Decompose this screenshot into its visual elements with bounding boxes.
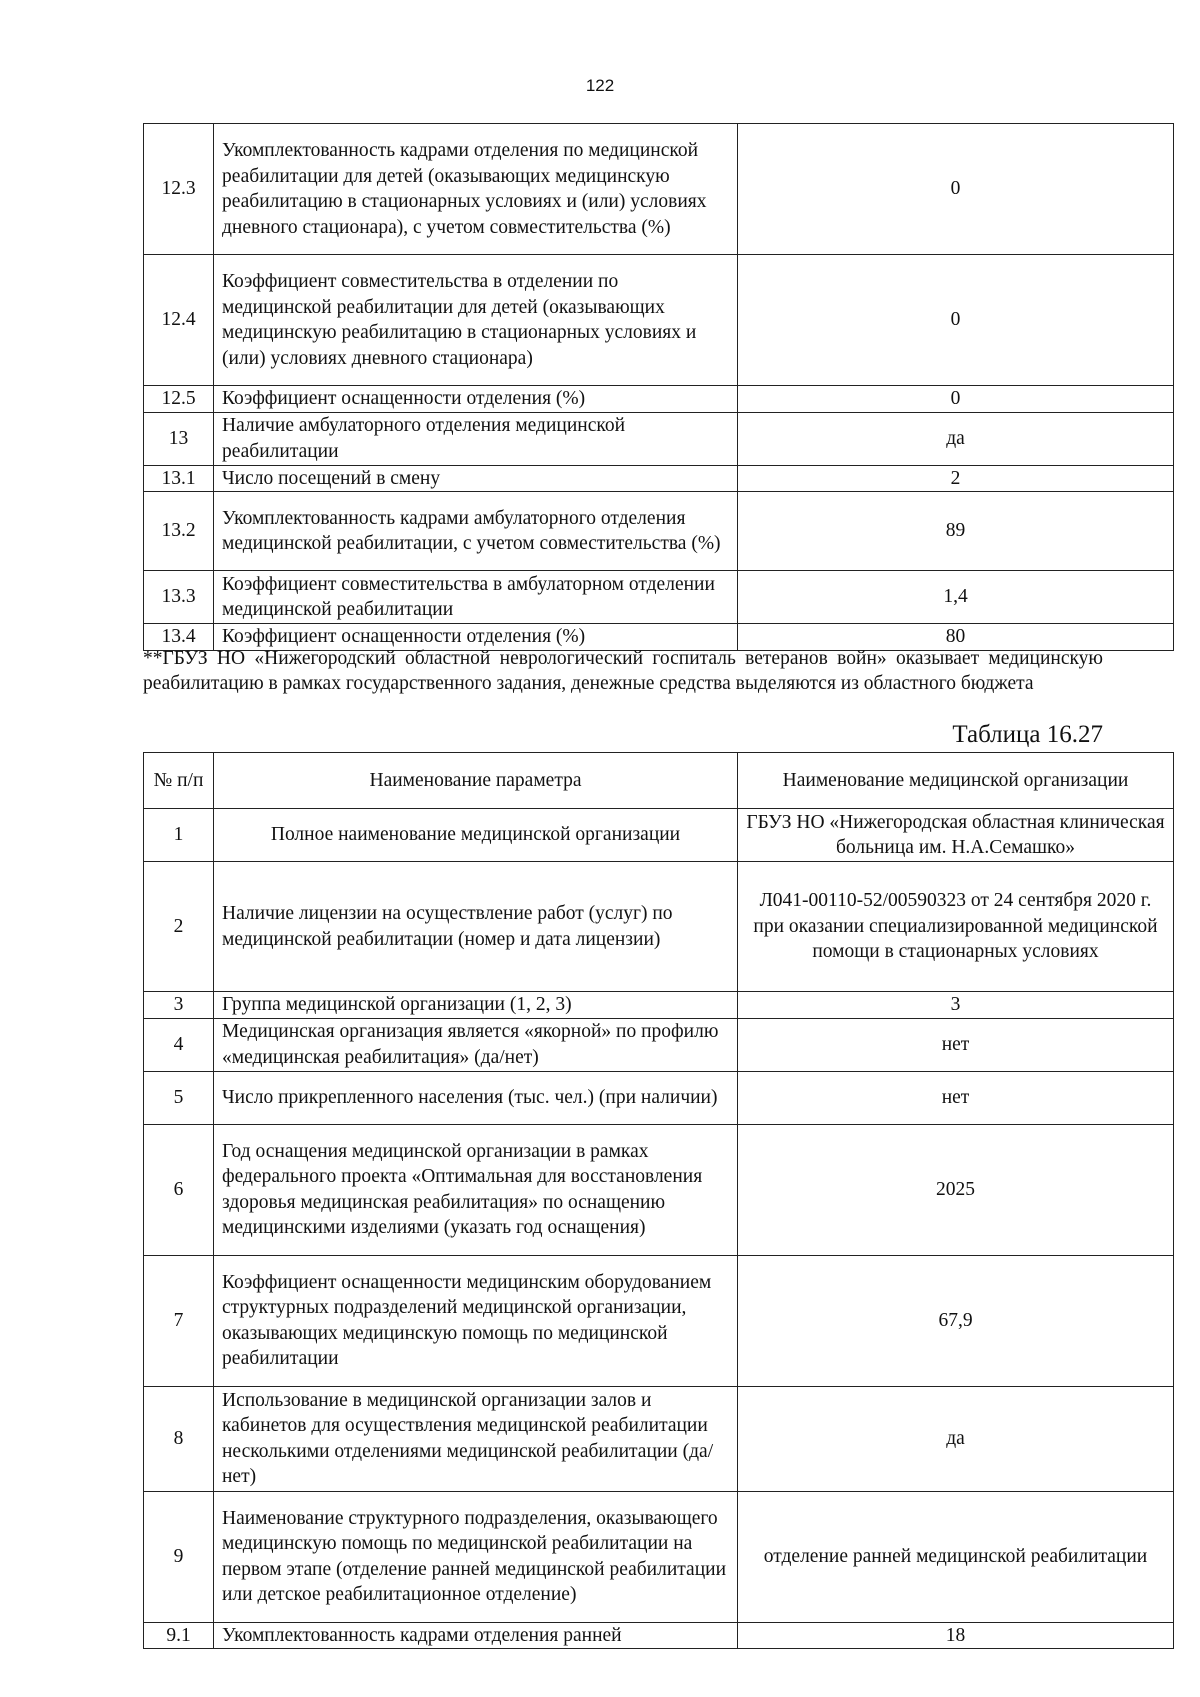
row-number: 1 bbox=[144, 809, 214, 862]
row-number: 2 bbox=[144, 862, 214, 992]
table-row bbox=[144, 862, 1174, 992]
table-header-row bbox=[144, 753, 1174, 809]
table-row bbox=[144, 255, 1174, 386]
row-number: 9.1 bbox=[144, 1622, 214, 1649]
parameter-value: 18 bbox=[738, 1622, 1174, 1649]
table-row bbox=[144, 124, 1174, 255]
parameter-value: нет bbox=[738, 1018, 1174, 1071]
table-row bbox=[144, 1386, 1174, 1491]
row-number: 7 bbox=[144, 1255, 214, 1386]
parameter-value: 67,9 bbox=[738, 1255, 1174, 1386]
parameter-name: Полное наименование медицинской организации bbox=[214, 809, 738, 862]
parameter-value: да bbox=[738, 412, 1174, 465]
table-row bbox=[144, 1491, 1174, 1622]
parameter-value: Л041-00110-52/00590323 от 24 сентября 2020 г. при оказании специализированной медицинской помощи в стационарных условиях bbox=[738, 862, 1174, 992]
parameter-name: Число посещений в смену bbox=[214, 465, 738, 492]
parameter-name: Коэффициент оснащенности отделения (%) bbox=[214, 386, 738, 413]
parameter-name: Наличие лицензии на осуществление работ (услуг) по медицинской реабилитации (номер и дата лицензии) bbox=[214, 862, 738, 992]
parameter-name: Коэффициент совместительства в отделении по медицинской реабилитации для детей (оказывающих медицинскую реабилитацию в стационарных условиях и (или) условиях дневного стационара) bbox=[214, 255, 738, 386]
row-number: 9 bbox=[144, 1491, 214, 1622]
parameter-name: Группа медицинской организации (1, 2, 3) bbox=[214, 992, 738, 1019]
header-organization: Наименование медицинской организации bbox=[738, 753, 1174, 809]
parameter-name: Коэффициент оснащенности медицинским оборудованием структурных подразделений медицинской организации, оказывающих медицинскую помощь по медицинской реабилитации bbox=[214, 1255, 738, 1386]
table-row bbox=[144, 386, 1174, 413]
parameter-value: 0 bbox=[738, 255, 1174, 386]
table-row bbox=[144, 1124, 1174, 1255]
parameter-value: ГБУЗ НО «Нижегородская областная клиническая больница им. Н.А.Семашко» bbox=[738, 809, 1174, 862]
row-number: 12.3 bbox=[144, 124, 214, 255]
parameter-name: Наименование структурного подразделения, оказывающего медицинскую помощь по медицинской реабилитации на первом этапе (отделение ранней медицинской реабилитации или детское реабилитационное отделение) bbox=[214, 1491, 738, 1622]
header-number: № п/п bbox=[144, 753, 214, 809]
parameter-name: Коэффициент совместительства в амбулаторном отделении медицинской реабилитации bbox=[214, 571, 738, 624]
row-number: 5 bbox=[144, 1071, 214, 1124]
row-number: 13.1 bbox=[144, 465, 214, 492]
row-number: 6 bbox=[144, 1124, 214, 1255]
parameter-table-16-27 bbox=[143, 752, 1174, 1649]
row-number: 13.4 bbox=[144, 624, 214, 651]
table-row bbox=[144, 571, 1174, 624]
table-row bbox=[144, 465, 1174, 492]
footnote: **ГБУЗ НО «Нижегородский областной неврологический госпиталь ветеранов войн» оказывает медицинскую реабилитацию в рамках государственного задания, денежные средства выделяются из областного бюджета bbox=[143, 648, 1103, 694]
table-row bbox=[144, 492, 1174, 571]
parameter-name: Число прикрепленного населения (тыс. чел.) (при наличии) bbox=[214, 1071, 738, 1124]
table-row bbox=[144, 412, 1174, 465]
table-row bbox=[144, 1018, 1174, 1071]
parameter-name: Использование в медицинской организации залов и кабинетов для осуществления медицинской реабилитации несколькими отделениями медицинской реабилитации (да/нет) bbox=[214, 1386, 738, 1491]
table-row bbox=[144, 992, 1174, 1019]
parameter-value: отделение ранней медицинской реабилитации bbox=[738, 1491, 1174, 1622]
table-row bbox=[144, 1071, 1174, 1124]
parameter-name: Наличие амбулаторного отделения медицинской реабилитации bbox=[214, 412, 738, 465]
table-row bbox=[144, 1622, 1174, 1649]
parameter-value: 1,4 bbox=[738, 571, 1174, 624]
row-number: 13 bbox=[144, 412, 214, 465]
parameter-name: Укомплектованность кадрами отделения ранней bbox=[214, 1622, 738, 1649]
table-row bbox=[144, 1255, 1174, 1386]
parameter-value: 0 bbox=[738, 124, 1174, 255]
parameter-name: Год оснащения медицинской организации в рамках федерального проекта «Оптимальная для восстановления здоровья медицинская реабилитация» по оснащению медицинскими изделиями (указать год оснащения) bbox=[214, 1124, 738, 1255]
continued-parameter-table bbox=[143, 123, 1174, 651]
parameter-value: 80 bbox=[738, 624, 1174, 651]
table-row bbox=[144, 809, 1174, 862]
row-number: 13.3 bbox=[144, 571, 214, 624]
header-parameter: Наименование параметра bbox=[214, 753, 738, 809]
row-number: 4 bbox=[144, 1018, 214, 1071]
parameter-value: нет bbox=[738, 1071, 1174, 1124]
row-number: 8 bbox=[144, 1386, 214, 1491]
parameter-value: да bbox=[738, 1386, 1174, 1491]
row-number: 3 bbox=[144, 992, 214, 1019]
parameter-name: Медицинская организация является «якорной» по профилю «медицинская реабилитация» (да/нет) bbox=[214, 1018, 738, 1071]
parameter-value: 89 bbox=[738, 492, 1174, 571]
parameter-name: Укомплектованность кадрами амбулаторного отделения медицинской реабилитации, с учетом совместительства (%) bbox=[214, 492, 738, 571]
page-number: 122 bbox=[585, 76, 615, 95]
parameter-value: 2025 bbox=[738, 1124, 1174, 1255]
parameter-value: 3 bbox=[738, 992, 1174, 1019]
row-number: 12.4 bbox=[144, 255, 214, 386]
parameter-value: 0 bbox=[738, 386, 1174, 413]
parameter-name: Коэффициент оснащенности отделения (%) bbox=[214, 624, 738, 651]
table-title: Таблица 16.27 bbox=[952, 721, 1103, 748]
parameter-name: Укомплектованность кадрами отделения по медицинской реабилитации для детей (оказывающих медицинскую реабилитацию в стационарных условиях и (или) условиях дневного стационара), с учетом совместительства (%) bbox=[214, 124, 738, 255]
parameter-value: 2 bbox=[738, 465, 1174, 492]
row-number: 12.5 bbox=[144, 386, 214, 413]
row-number: 13.2 bbox=[144, 492, 214, 571]
